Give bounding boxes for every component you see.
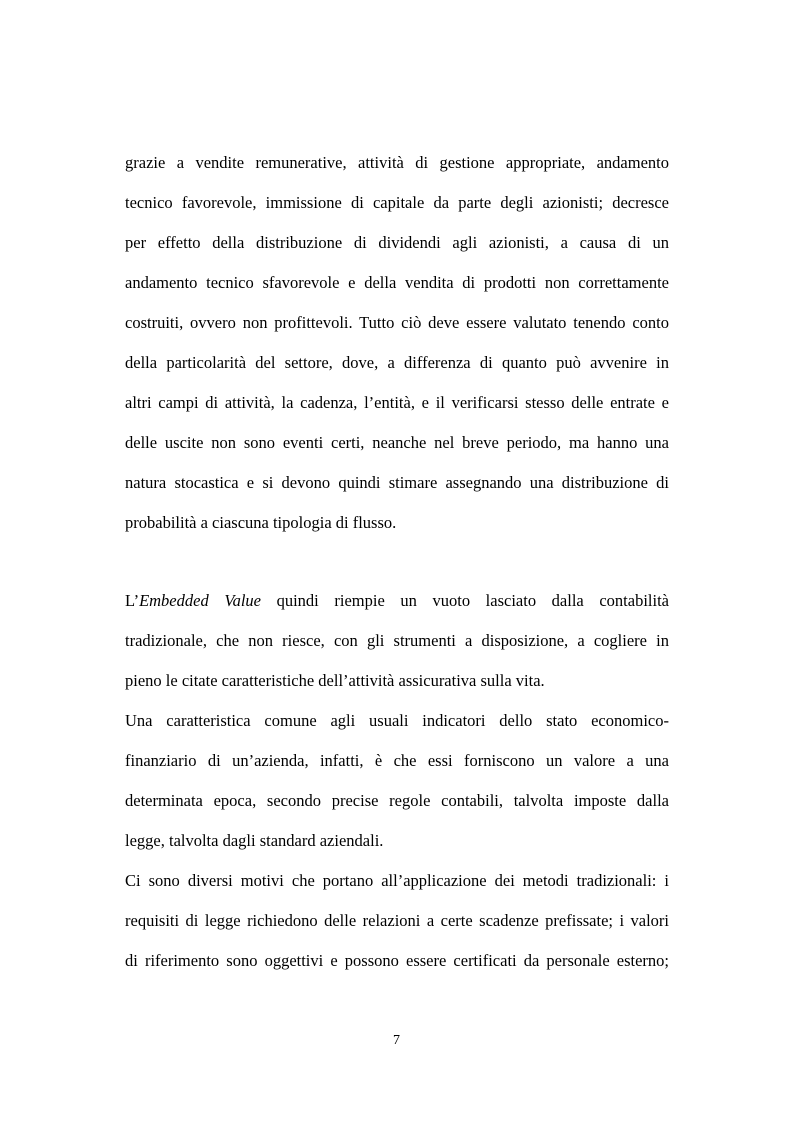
text-line: natura stocastica e si devono quindi stimare assegnando una distribuzione di — [125, 473, 669, 492]
text-line: Ci sono diversi motivi che portano all’applicazione dei metodi tradizionali: i — [125, 871, 669, 890]
text-line: costruiti, ovvero non profittevoli. Tutto ciò deve essere valutato tenendo conto — [125, 313, 669, 332]
text-line: altri campi di attività, la cadenza, l’entità, e il verificarsi stesso delle entrate e — [125, 393, 669, 412]
text-line: finanziario di un’azienda, infatti, è che essi forniscono un valore a una — [125, 751, 669, 770]
text-line: della particolarità del settore, dove, a differenza di quanto può avvenire in — [125, 353, 669, 372]
text-line: requisiti di legge richiedono delle relazioni a certe scadenze prefissate; i valori — [125, 911, 669, 930]
text-line: legge, talvolta dagli standard aziendali. — [125, 831, 384, 850]
text-line: delle uscite non sono eventi certi, neanche nel breve periodo, ma hanno una — [125, 433, 669, 452]
page-number: 7 — [393, 1033, 400, 1048]
text-line: probabilità a ciascuna tipologia di flusso. — [125, 513, 397, 532]
text-line: Una caratteristica comune agli usuali indicatori dello stato economico- — [125, 711, 669, 730]
text-line: per effetto della distribuzione di dividendi agli azionisti, a causa di un — [125, 233, 669, 252]
text-line: tradizionale, che non riesce, con gli strumenti a disposizione, a cogliere in — [125, 631, 669, 650]
text-line: tecnico favorevole, immissione di capitale da parte degli azionisti; decresce — [125, 193, 669, 212]
paragraph-2 — [125, 581, 669, 981]
text-line: di riferimento sono oggettivi e possono essere certificati da personale esterno; — [125, 951, 669, 970]
text-line: andamento tecnico sfavorevole e della vendita di prodotti non correttamente — [125, 273, 669, 292]
paragraph-1 — [125, 143, 669, 543]
text-line: pieno le citate caratteristiche dell’attività assicurativa sulla vita. — [125, 671, 545, 690]
text-fragment: L’ — [125, 591, 140, 610]
text-line: grazie a vendite remunerative, attività di gestione appropriate, andamento — [125, 153, 669, 172]
text-fragment: quindi riempie un vuoto lasciato dalla contabilità — [260, 591, 669, 610]
text-line: determinata epoca, secondo precise regole contabili, talvolta imposte dalla — [125, 791, 669, 810]
text-line-embedded-value — [125, 581, 669, 621]
embedded-value-term: Embedded Value — [139, 591, 261, 610]
